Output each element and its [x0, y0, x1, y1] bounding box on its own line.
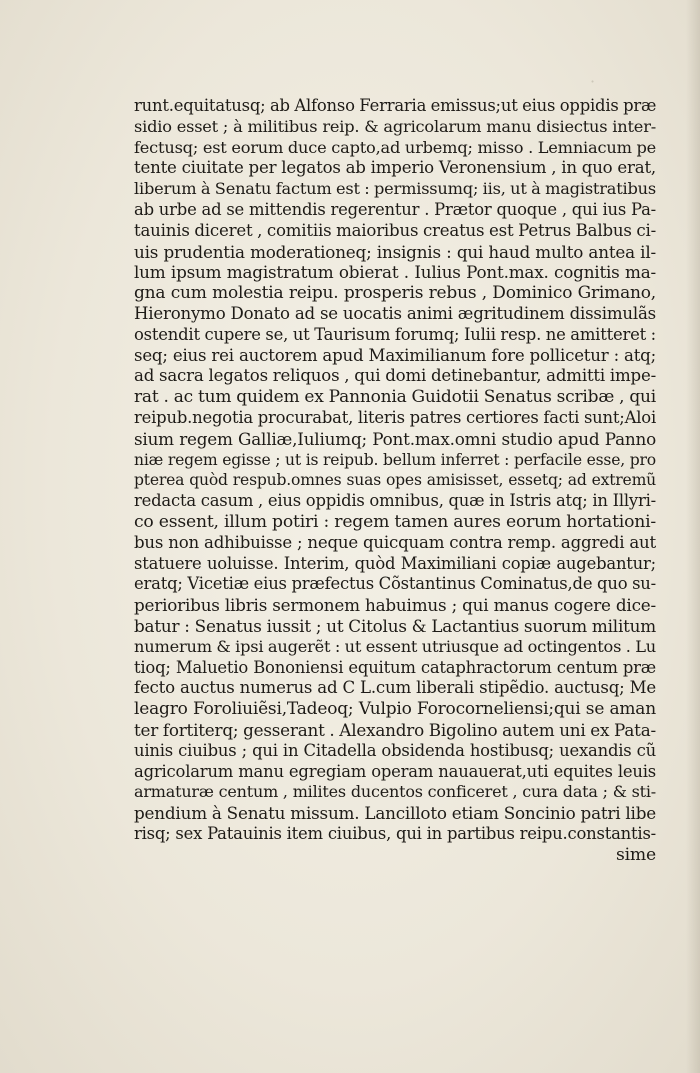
- text-line: sium regem Galliæ,Iuliumq; Pont.max.omni studio apud Panno: [134, 428, 656, 449]
- text-line: reipub.negotia procurabat, literis patres certiores facti sunt;Aloi: [134, 407, 656, 427]
- text-line: risq; sex Patauinis item ciuibus, qui in partibus reipu.constantis-: [134, 823, 656, 843]
- text-line: numerum & ipsi augerẽt : ut essent utriusque ad octingentos . Lu: [134, 636, 656, 656]
- text-line: gna cum molestia reipu. prosperis rebus , Dominico Grimano,: [134, 283, 656, 304]
- text-line: fectusq; est eorum duce capto,ad urbemq; misso . Lemniacum pe: [134, 137, 656, 157]
- text-line: armaturæ centum , milites ducentos conficeret , cura data ; & sti-: [134, 782, 656, 802]
- text-line: redacta casum , eius oppidis omnibus, quæ in Istris atq; in Illyri-: [134, 491, 656, 511]
- text-line: co essent, illum potiri : regem tamen aures eorum hortationi-: [134, 511, 656, 532]
- page-edge-shadow: [686, 0, 700, 1073]
- text-line: Hieronymo Donato ad se uocatis animi ægritudinem dissimulãs: [134, 303, 656, 323]
- text-line: ad sacra legatos reliquos , qui domi detinebantur, admitti impe-: [134, 366, 656, 386]
- text-line: lum ipsum magistratum obierat . Iulius Pont.max. cognitis ma-: [134, 262, 656, 283]
- text-line: eratq; Vicetiæ eius præfectus Cõstantinus Cominatus,de quo su-: [134, 574, 656, 594]
- text-line: pendium à Senatu missum. Lancilloto etiam Soncinio patri libe: [134, 803, 656, 824]
- text-line: pterea quòd respub.omnes suas opes amisisset, essetq; ad extremũ: [134, 471, 656, 490]
- main-text-block: [134, 96, 656, 865]
- text-line: uinis ciuibus ; qui in Citadella obsidenda hostibusq; uexandis cũ: [134, 740, 656, 760]
- text-line: seq; eius rei auctorem apud Maximilianum fore pollicetur : atq;: [134, 345, 656, 365]
- text-line: liberum à Senatu factum est : permissumq; iis, ut à magistratibus: [134, 179, 656, 199]
- text-line: runt.equitatusq; ab Alfonso Ferraria emissus;ut eius oppidis præ: [134, 96, 657, 115]
- text-line: niæ regem egisse ; ut is reipub. bellum inferret : perfacile esse, pro: [134, 450, 656, 469]
- text-line: leagro Foroliuiẽsi,Tadeoq; Vulpio Forocorneliensi;qui se aman: [134, 699, 656, 720]
- text-line: statuere uoluisse. Interim, quòd Maximiliani copiæ augebantur;: [134, 553, 656, 573]
- text-line: tauinis diceret , comitiis maioribus creatus est Petrus Balbus ci-: [134, 220, 656, 240]
- text-line: ab urbe ad se mittendis regerentur . Prætor quoque , qui ius Pa-: [134, 199, 656, 219]
- text-line: ter fortiterq; gesserant . Alexandro Bigolino autem uni ex Pata-: [134, 719, 656, 740]
- text-line: rat . ac tum quidem ex Pannonia Guidotii Senatus scribæ , qui: [134, 387, 656, 408]
- text-line: fecto auctus numerus ad C L.cum liberali stipẽdio. auctusq; Me: [134, 678, 656, 698]
- text-line: sidio esset ; à militibus reip. & agricolarum manu disiectus inter-: [134, 116, 656, 136]
- text-line: uis prudentia moderationeq; insignis : qui haud multo antea il-: [134, 241, 656, 262]
- text-line: tioq; Maluetio Bononiensi equitum cataphractorum centum præ: [134, 657, 656, 677]
- text-line: tente ciuitate per legatos ab imperio Veronensium , in quo erat,: [134, 158, 656, 178]
- text-line: agricolarum manu egregiam operam nauauerat,uti equites leuis: [134, 761, 656, 781]
- text-line: perioribus libris sermonem habuimus ; qui manus cogere dice-: [134, 595, 656, 616]
- text-line: batur : Senatus iussit ; ut Citolus & Lactantius suorum militum: [134, 615, 656, 636]
- text-line: bus non adhibuisse ; neque quicquam contra remp. aggredi aut: [134, 532, 656, 552]
- catchword: sime: [616, 844, 656, 865]
- bleed-through-folio: ·: [590, 72, 597, 91]
- text-line: ostendit cupere se, ut Taurisum forumq; Iulii resp. ne amitteret :: [134, 324, 656, 344]
